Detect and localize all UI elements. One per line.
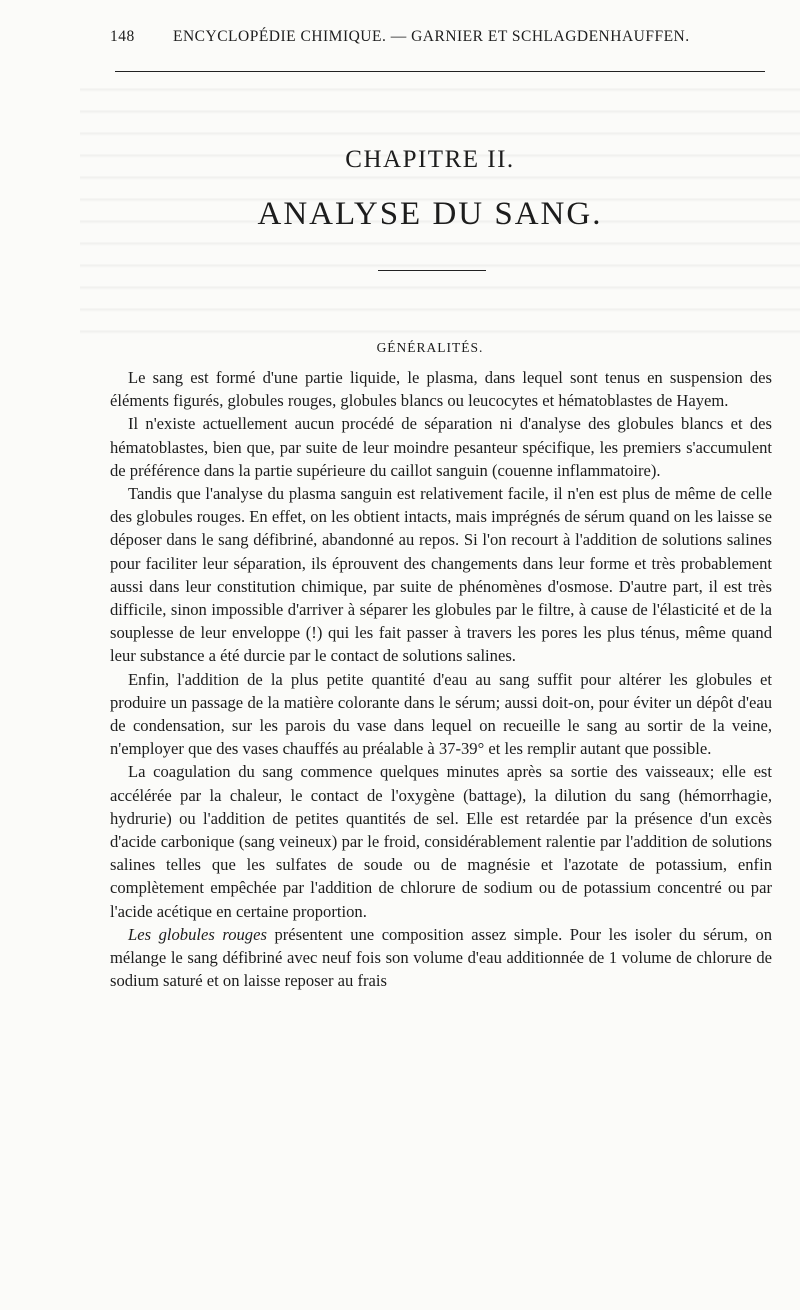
paragraph: Enfin, l'addition de la plus petite quantité d'eau au sang suffit pour altérer les globules et produire un passage de la matière colorante dans le sérum; aussi doit-on, pour éviter un dépôt d'eau de condensation, sur les parois du vase dans lequel on recueille le sang au sortir de la veine, n'employer que des vases chauffés au préalable à 37-39° et les remplir autant que possible. <box>110 669 772 759</box>
section-heading: GÉNÉRALITÉS. <box>376 340 484 355</box>
running-title: ENCYCLOPÉDIE CHIMIQUE. — GARNIER ET SCHLAGDENHAUFFEN. <box>173 28 690 45</box>
paragraph: La coagulation du sang commence quelques minutes après sa sortie des vaisseaux; elle est accélérée par la chaleur, le contact de l'oxygène (battage), la dilution du sang (hémorrhagie, hydrurie) ou l'addition de petites quantités de sel. Elle est retardée par la présence d'un excès d'acide carbonique (sang veineux) par le froid, considérablement ralentie par l'addition de solutions salines telles que les sulfates de soude ou de magnésie et l'azotate de potassium, enfin complètement empêchée par l'addition de chlorure de sodium ou de potassium concentré ou par l'acide acétique en certaine proportion. <box>110 762 772 921</box>
paragraph: Il n'existe actuellement aucun procédé de séparation ni d'analyse des globules blancs et des hématoblastes, bien que, par suite de leur moindre pesanteur spécifique, les premiers s'accumulent de préférence dans la partie supérieure du caillot sanguin (couenne inflammatoire). <box>110 414 772 480</box>
italic-term: Les globules rouges <box>128 924 267 944</box>
paragraph: Tandis que l'analyse du plasma sanguin est relativement facile, il n'en est plus de même de celle des globules rouges. En effet, on les obtient intacts, mais imprégnés de sérum quand on les laisse se déposer dans le sang défibriné, abandonné au repos. Si l'on recourt à l'addition de solutions salines pour faciliter leur séparation, ils éprouvent des changements dans leur forme et très probablement aussi dans leur constitution chimique, par suite de phénomènes d'osmose. D'autre part, il est très difficile, sinon impossible d'arriver à séparer les globules par le filtre, à cause de l'élasticité et de la souplesse de leur enveloppe (!) qui les fait passer à travers les pores les plus ténus, même quand leur substance a été durcie par le contact de solutions salines. <box>110 484 772 666</box>
title-divider <box>378 270 486 271</box>
header-rule <box>115 71 765 72</box>
paragraph-continuation: présentent une composition assez simple. Pour les isoler du sérum, on mélange le sang défibriné avec neuf fois son volume d'eau additionnée de 1 volume de chlorure de sodium saturé et on laisse reposer au frais <box>110 924 772 991</box>
paragraph: Le sang est formé d'une partie liquide, le plasma, dans lequel sont tenus en suspension des éléments figurés, globules rouges, globules blancs ou leucocytes et hématoblastes de Hayem. <box>110 368 772 411</box>
chapter-title: ANALYSE DU SANG. <box>257 196 603 232</box>
body-text <box>110 366 772 992</box>
paragraph <box>110 923 772 993</box>
page-number: 148 <box>110 28 135 45</box>
chapter-label: CHAPITRE II. <box>345 146 515 173</box>
page-header <box>110 28 770 52</box>
